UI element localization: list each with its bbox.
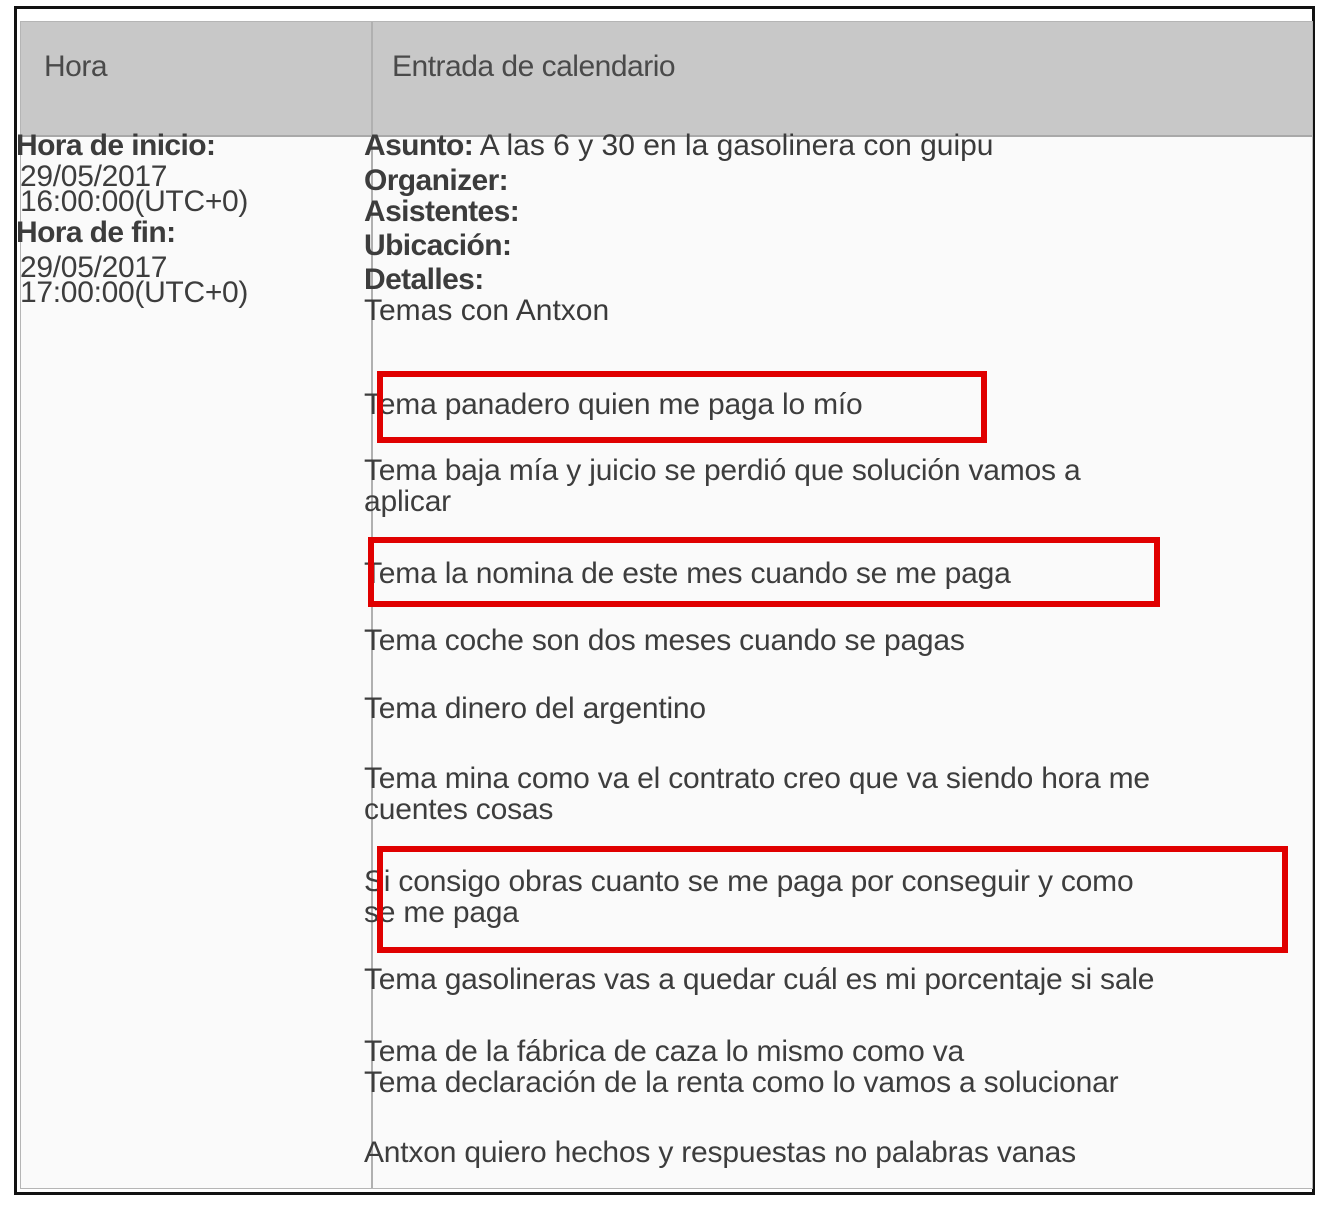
details-intro: Temas con Antxon	[364, 294, 610, 327]
location-row: Ubicación:	[364, 229, 512, 262]
detail-paragraph: Tema de la fábrica de caza lo mismo como va Tema declaración de la renta como lo vamos a solucionar	[364, 1035, 1119, 1099]
end-row: Hora de fin:	[16, 216, 176, 249]
end-label: Hora de fin	[16, 216, 167, 249]
detail-paragraph: Tema panadero quien me paga lo mío	[364, 388, 863, 421]
attendees-row: Asistentes:	[364, 195, 520, 228]
header-entrada: Entrada de calendario	[392, 50, 676, 83]
end-time: 17:00:00(UTC+0)	[20, 276, 249, 309]
start-label: Hora de inicio	[16, 129, 206, 162]
subject-label: Asunto	[364, 129, 464, 162]
start-date: 29/05/2017	[20, 160, 168, 193]
header-hora: Hora	[44, 50, 108, 83]
entry-column	[364, 130, 1284, 326]
end-date: 29/05/2017	[20, 251, 168, 284]
detail-paragraph: Tema mina como va el contrato creo que va siendo hora me cuentes cosas	[364, 762, 1150, 826]
highlight-box	[368, 537, 1160, 607]
subject-row: Asunto: A las 6 y 30 en la gasolinera con guipu	[364, 129, 994, 162]
organizer-label: Organizer	[364, 164, 499, 197]
detail-paragraph: Tema dinero del argentino	[364, 692, 706, 725]
detail-paragraph: Tema baja mía y juicio se perdió que solución vamos a aplicar	[364, 454, 1081, 518]
start-row: Hora de inicio:	[16, 129, 216, 162]
detail-paragraph: Tema coche son dos meses cuando se pagas	[364, 624, 965, 657]
highlight-box	[377, 371, 987, 443]
attendees-label: Asistentes	[364, 195, 510, 228]
detail-paragraph: Tema gasolineras vas a quedar cuál es mi porcentaje si sale	[364, 963, 1155, 996]
detail-paragraph: Tema la nomina de este mes cuando se me paga	[364, 557, 1011, 590]
detail-paragraph: Si consigo obras cuanto se me paga por conseguir y como se me paga	[364, 865, 1134, 929]
subject-value: A las 6 y 30 en la gasolinera con guipu	[479, 129, 994, 162]
table-header	[21, 22, 1312, 137]
details-label: Detalles	[364, 263, 475, 296]
start-time: 16:00:00(UTC+0)	[20, 185, 249, 218]
location-label: Ubicación	[364, 229, 502, 262]
organizer-row: Organizer:	[364, 164, 509, 197]
highlight-box	[377, 846, 1288, 953]
time-column	[16, 130, 336, 308]
detail-paragraph: Antxon quiero hechos y respuestas no palabras vanas	[364, 1136, 1076, 1169]
details-row: Detalles:	[364, 263, 484, 296]
